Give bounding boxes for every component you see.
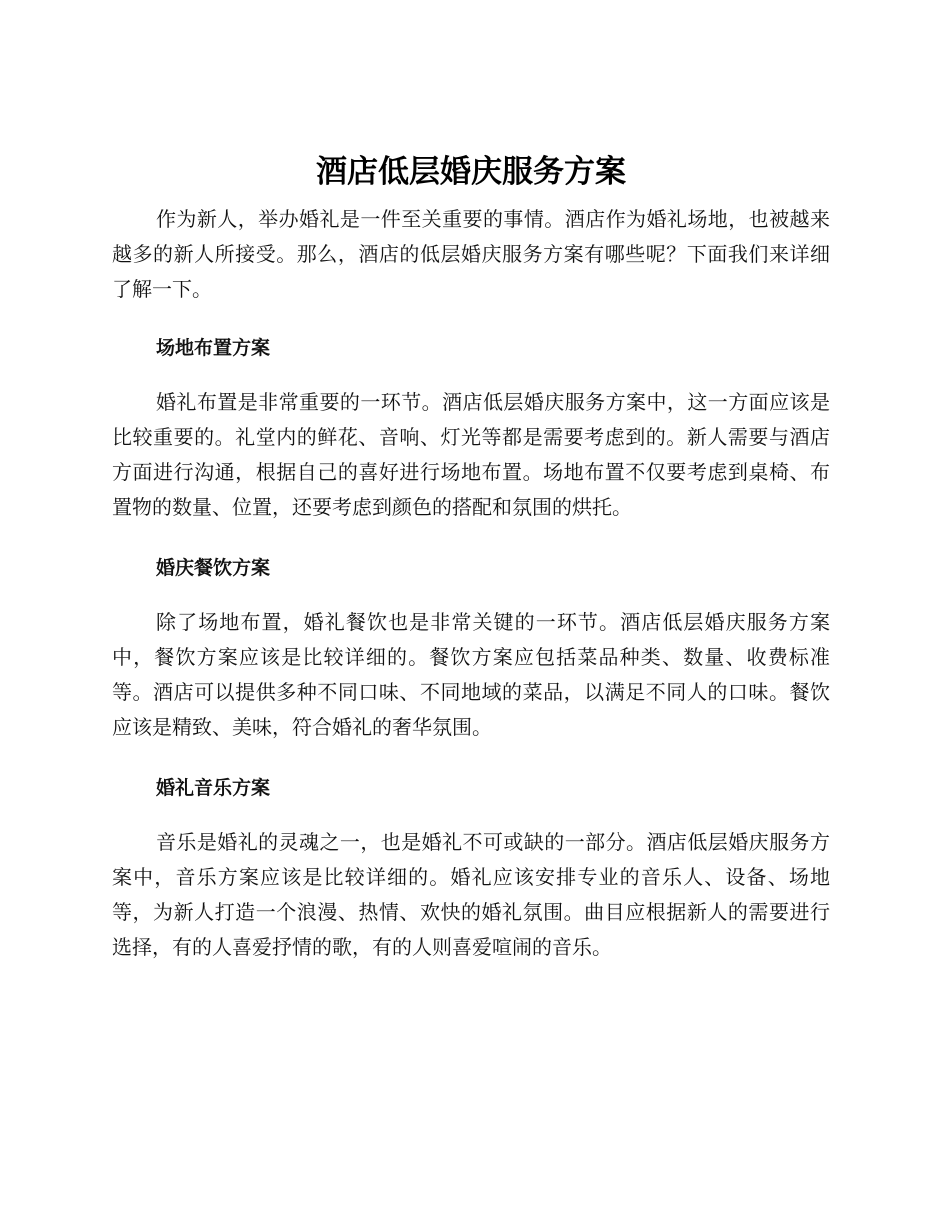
document-title: 酒店低层婚庆服务方案: [316, 154, 626, 190]
document-body: [112, 150, 830, 965]
intro-paragraph: 作为新人，举办婚礼是一件至关重要的事情。酒店作为婚礼场地，也被越来越多的新人所接受。那么，酒店的低层婚庆服务方案有哪些呢？下面我们来详细了解一下。: [112, 207, 830, 301]
section-heading-venue: 场地布置方案: [156, 337, 271, 359]
section-heading-music: 婚礼音乐方案: [156, 777, 271, 799]
section-paragraph-catering: 除了场地布置，婚礼餐饮也是非常关键的一环节。酒店低层婚庆服务方案中，餐饮方案应该是比较详细的。餐饮方案应包括菜品种类、数量、收费标准等。酒店可以提供多种不同口味、不同地域的菜品，以满足不同人的口味。餐饮应该是精致、美味，符合婚礼的奢华氛围。: [112, 610, 830, 739]
section-heading-catering: 婚庆餐饮方案: [156, 557, 271, 579]
section-paragraph-venue: 婚礼布置是非常重要的一环节。酒店低层婚庆服务方案中，这一方面应该是比较重要的。礼堂内的鲜花、音响、灯光等都是需要考虑到的。新人需要与酒店方面进行沟通，根据自己的喜好进行场地布置。场地布置不仅要考虑到桌椅、布置物的数量、位置，还要考虑到颜色的搭配和氛围的烘托。: [112, 390, 830, 519]
section-paragraph-music: 音乐是婚礼的灵魂之一，也是婚礼不可或缺的一部分。酒店低层婚庆服务方案中，音乐方案应该是比较详细的。婚礼应该安排专业的音乐人、设备、场地等，为新人打造一个浪漫、热情、欢快的婚礼氛围。曲目应根据新人的需要进行选择，有的人喜爱抒情的歌，有的人则喜爱喧闹的音乐。: [112, 830, 830, 959]
